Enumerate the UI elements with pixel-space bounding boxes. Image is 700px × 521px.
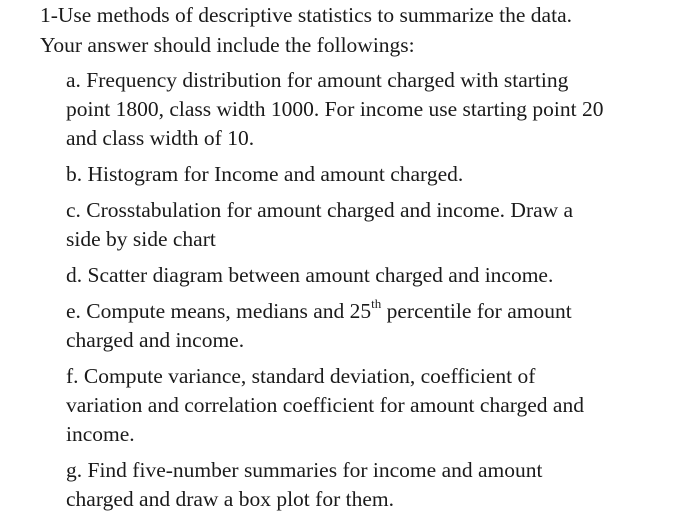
item-line: b. Histogram for Income and amount charged. xyxy=(66,162,464,186)
list-item-a xyxy=(66,66,695,153)
item-line: f. Compute variance, standard deviation, coefficient of xyxy=(66,364,536,388)
item-text: percentile for amount xyxy=(381,299,572,323)
item-line: point 1800, class width 1000. For income use starting point 20 xyxy=(66,97,604,121)
item-line: charged and draw a box plot for them. xyxy=(66,487,394,511)
item-line: variation and correlation coefficient for amount charged and xyxy=(66,393,584,417)
item-line: d. Scatter diagram between amount charged and income. xyxy=(66,263,554,287)
question-heading xyxy=(40,0,695,60)
ordinal-superscript: th xyxy=(371,295,382,311)
item-line xyxy=(66,297,695,326)
item-line: c. Crosstabulation for amount charged and income. Draw a xyxy=(66,198,574,222)
list-item-e xyxy=(66,297,695,355)
item-line: g. Find five-number summaries for income and amount xyxy=(66,458,543,482)
item-line: a. Frequency distribution for amount charged with starting xyxy=(66,68,569,92)
list-item-d xyxy=(66,261,695,290)
heading-line: Your answer should include the followings: xyxy=(40,33,415,57)
requirements-list xyxy=(40,66,695,514)
item-line: income. xyxy=(66,422,135,446)
item-text: e. Compute means, medians and 25 xyxy=(66,299,372,323)
item-line: and class width of 10. xyxy=(66,126,255,150)
list-item-g xyxy=(66,456,695,514)
document-body xyxy=(40,0,695,521)
heading-line: 1-Use methods of descriptive statistics to summarize the data. xyxy=(40,3,572,27)
item-line: charged and income. xyxy=(66,328,245,352)
list-item-f xyxy=(66,362,695,449)
list-item-b xyxy=(66,160,695,189)
item-line: side by side chart xyxy=(66,227,216,251)
list-item-c xyxy=(66,196,695,254)
